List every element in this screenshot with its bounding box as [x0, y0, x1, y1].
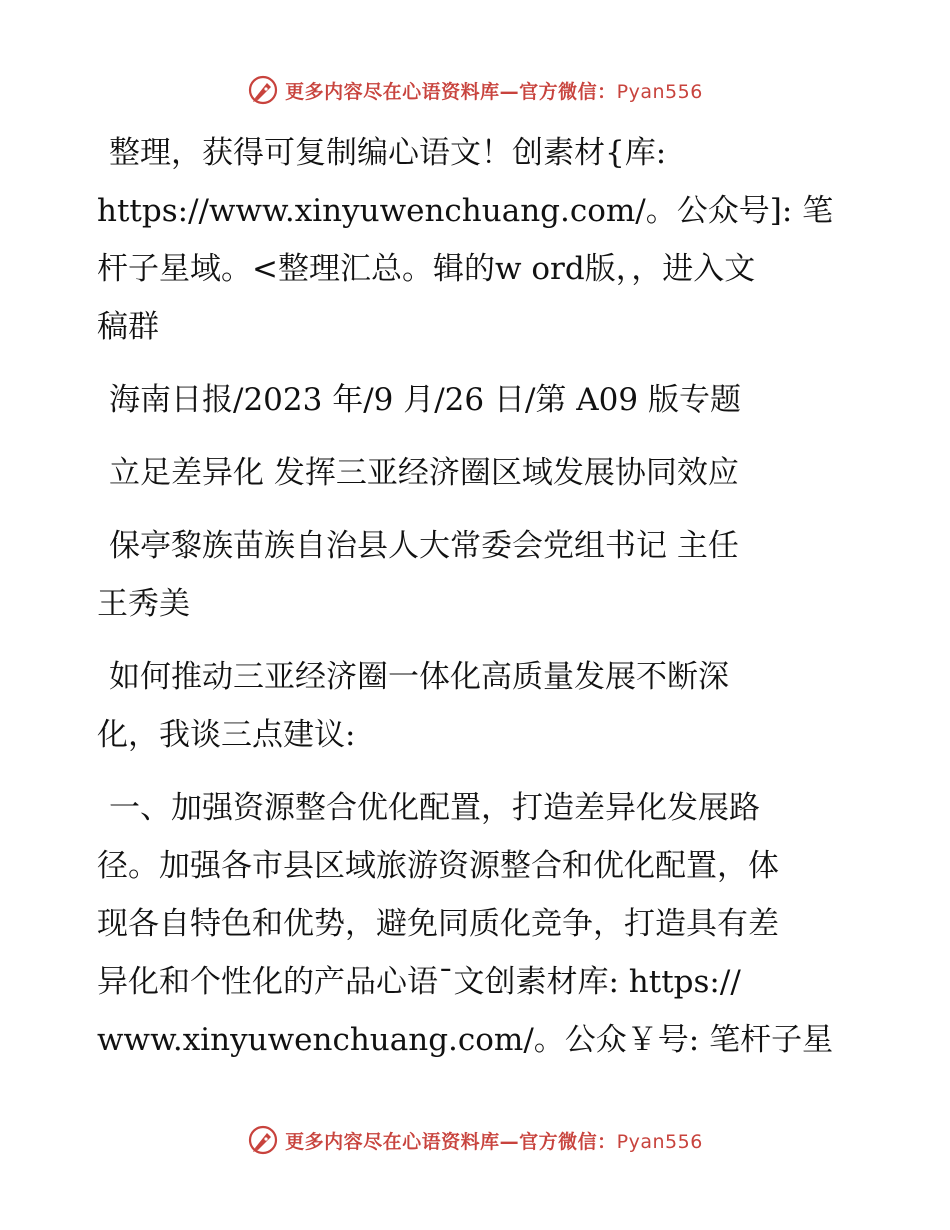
wechat-id: Pyan556 — [616, 1130, 703, 1153]
text-line: 保亭黎族苗族自治县人大常委会党组书记 主任 — [109, 528, 739, 564]
text-line: 异化和个性化的产品心语¯文创素材库: https:// — [97, 964, 741, 1000]
text-line: www.xinyuwenchuang.com/。公众￥号: 笔杆子星 — [97, 1022, 834, 1058]
footer-banner — [0, 1120, 950, 1160]
paragraph-point-one — [97, 779, 857, 1069]
text-line: 王秀美 — [97, 586, 190, 622]
text-line: 化，我谈三点建议: — [97, 717, 356, 753]
article-title — [97, 444, 857, 502]
banner-text — [285, 1127, 703, 1154]
text-line: 海南日报/2023 年/9 月/26 日/第 A09 版专题 — [109, 382, 741, 418]
paragraph-intro — [97, 124, 857, 356]
text-line: 径。加强各市县区域旅游资源整合和优化配置，体 — [97, 848, 779, 884]
paragraph-lead — [97, 648, 857, 764]
document-body — [97, 124, 857, 1084]
pen-nib-logo-icon — [247, 1124, 279, 1156]
text-line: 现各自特色和优势，避免同质化竞争，打造具有差 — [97, 906, 779, 942]
text-line: 如何推动三亚经济圈一体化高质量发展不断深 — [109, 659, 729, 695]
text-line: 一、加强资源整合优化配置，打造差异化发展路 — [109, 790, 760, 826]
banner-text — [285, 77, 703, 104]
banner-prefix: 更多内容尽在心语资料库—官方微信： — [285, 80, 617, 103]
header-banner — [0, 70, 950, 110]
text-line: 杆子星域。<整理汇总。辑的w ord版，，进入文 — [97, 251, 756, 287]
banner-prefix: 更多内容尽在心语资料库—官方微信： — [285, 1130, 617, 1153]
wechat-id: Pyan556 — [616, 80, 703, 103]
text-line: 立足差异化 发挥三亚经济圈区域发展协同效应 — [109, 455, 739, 491]
text-line: 整理，获得可复制编心语文！创素材{库: — [109, 135, 667, 171]
text-line: https://www.xinyuwenchuang.com/。公众号]: 笔 — [97, 193, 834, 229]
text-line: 稿群 — [97, 309, 159, 345]
source-line — [97, 371, 857, 429]
author-line — [97, 517, 857, 633]
pen-nib-logo-icon — [247, 74, 279, 106]
